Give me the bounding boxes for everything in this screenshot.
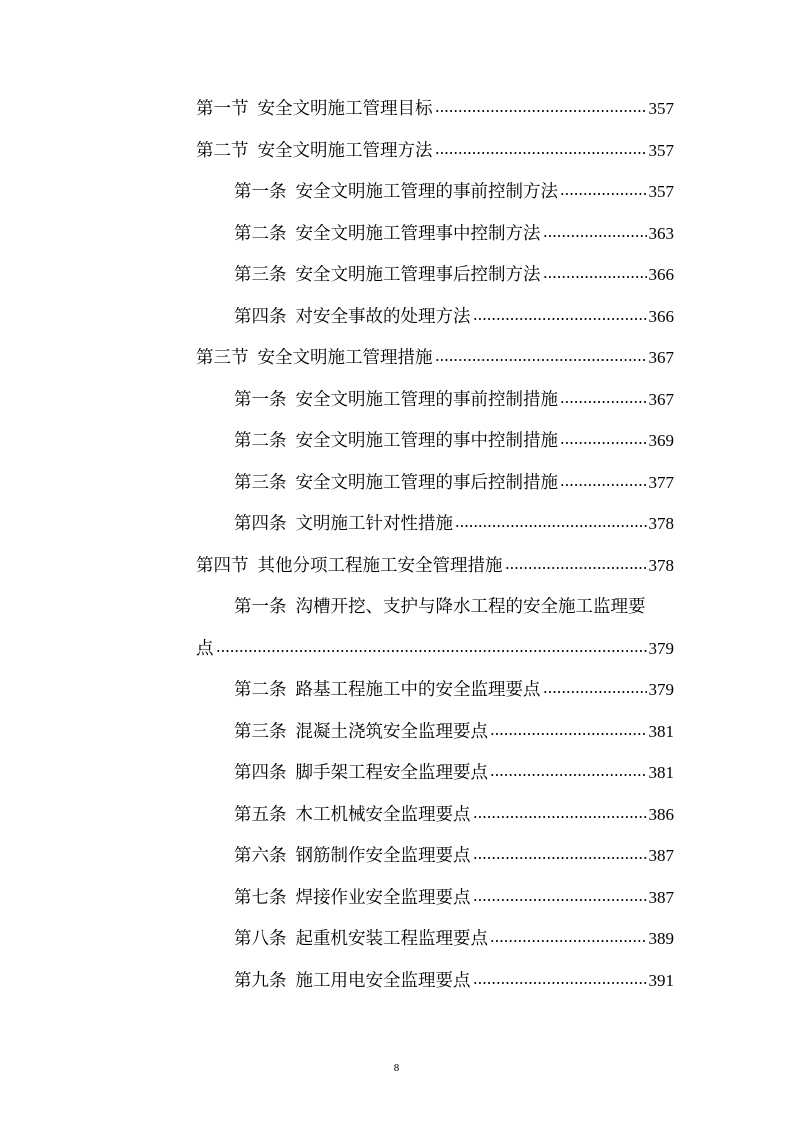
toc-entry[interactable] — [234, 842, 674, 870]
toc-entry-title: 安全文明施工管理措施 — [257, 348, 433, 368]
toc-entry-page: 387 — [648, 888, 674, 907]
toc-entry[interactable] — [196, 552, 674, 580]
toc-entry[interactable] — [234, 469, 674, 497]
toc-entry[interactable] — [234, 220, 674, 248]
toc-entry[interactable] — [234, 303, 674, 331]
toc-entry-page: 389 — [648, 929, 674, 948]
toc-entry-page: 379 — [648, 639, 674, 658]
toc-entry-number: 第六条 — [234, 846, 287, 866]
toc-entry-number: 第三条 — [234, 473, 287, 493]
dot-leader — [560, 481, 647, 489]
toc-entry-title: 其他分项工程施工安全管理措施 — [257, 556, 503, 576]
toc-entry[interactable] — [234, 261, 674, 289]
toc-entry-title: 施工用电安全监理要点 — [295, 971, 471, 991]
toc-entry-title: 安全文明施工管理方法 — [257, 141, 433, 161]
toc-entry-page: 367 — [648, 348, 674, 367]
toc-entry-number: 第一条 — [234, 182, 287, 202]
toc-entry-number: 第八条 — [234, 929, 287, 949]
toc-entry-title: 路基工程施工中的安全监理要点 — [295, 680, 541, 700]
toc-entry-number: 第九条 — [234, 971, 287, 991]
toc-entry[interactable] — [234, 676, 674, 704]
footer-page-number: 8 — [393, 1062, 400, 1074]
toc-entry-page: 363 — [648, 224, 674, 243]
toc-entry-page: 379 — [648, 680, 674, 699]
toc-entry[interactable] — [234, 510, 674, 538]
dot-leader — [473, 813, 647, 821]
toc-entry-number: 第四条 — [234, 763, 287, 783]
toc-entry[interactable] — [234, 801, 674, 829]
toc-entry-number: 第二节 — [196, 141, 249, 161]
toc-entry[interactable] — [234, 759, 674, 787]
toc-entry-page: 367 — [648, 390, 674, 409]
toc-entry-title: 安全文明施工管理事中控制方法 — [295, 224, 541, 244]
toc-entry-title-continuation: 点 — [196, 639, 214, 659]
dot-leader — [490, 937, 647, 945]
dot-leader — [560, 439, 647, 447]
toc-entry-title: 沟槽开挖、支护与降水工程的安全施工监理要 — [295, 597, 646, 617]
toc-entry[interactable] — [234, 718, 674, 746]
toc-entry-number: 第四条 — [234, 514, 287, 534]
toc-entry-title: 起重机安装工程监理要点 — [295, 929, 488, 949]
toc-entry-number: 第二条 — [234, 680, 287, 700]
dot-leader — [560, 190, 647, 198]
toc-entry-title: 安全文明施工管理的事前控制方法 — [295, 182, 558, 202]
toc-entry[interactable] — [234, 967, 674, 995]
dot-leader — [473, 854, 647, 862]
dot-leader — [543, 273, 647, 281]
toc-entry-page: 378 — [648, 556, 674, 575]
dot-leader — [455, 522, 647, 530]
toc-entry-number: 第三条 — [234, 265, 287, 285]
toc-entry-number: 第三条 — [234, 722, 287, 742]
toc-entry-title: 脚手架工程安全监理要点 — [295, 763, 488, 783]
toc-entry[interactable] — [234, 884, 674, 912]
toc-entry-number: 第一节 — [196, 99, 249, 119]
toc-entry-title: 混凝土浇筑安全监理要点 — [295, 722, 488, 742]
toc-entry-title: 安全文明施工管理事后控制方法 — [295, 265, 541, 285]
toc-entry-page: 381 — [648, 722, 674, 741]
toc-entry-page: 357 — [648, 141, 674, 160]
toc-entry-wrapped-first-line[interactable] — [234, 593, 674, 621]
toc-entry-page: 357 — [648, 99, 674, 118]
toc-entry-title: 钢筋制作安全监理要点 — [295, 846, 471, 866]
toc-entry[interactable] — [234, 178, 674, 206]
dot-leader — [490, 730, 647, 738]
toc-entry-title: 木工机械安全监理要点 — [295, 805, 471, 825]
toc-entry[interactable] — [196, 344, 674, 372]
toc-entry-page: 386 — [648, 805, 674, 824]
toc-entry-page: 387 — [648, 846, 674, 865]
toc-entry-title: 对安全事故的处理方法 — [295, 307, 471, 327]
dot-leader — [473, 896, 647, 904]
dot-leader — [560, 398, 647, 406]
toc-entry-page: 366 — [648, 307, 674, 326]
toc-entry[interactable] — [234, 386, 674, 414]
toc-entry[interactable] — [234, 925, 674, 953]
toc-entry-page: 369 — [648, 431, 674, 450]
toc-entry-page: 378 — [648, 514, 674, 533]
toc-entry-number: 第一条 — [234, 390, 287, 410]
dot-leader — [435, 356, 647, 364]
toc-entry-page: 357 — [648, 182, 674, 201]
toc-entry-title: 安全文明施工管理的事前控制措施 — [295, 390, 558, 410]
dot-leader — [435, 107, 647, 115]
dot-leader — [543, 688, 647, 696]
toc-entry[interactable] — [234, 427, 674, 455]
toc-entry-title: 安全文明施工管理目标 — [257, 99, 433, 119]
toc-entry[interactable] — [196, 137, 674, 165]
toc-entry-number: 第二条 — [234, 224, 287, 244]
toc-entry-number: 第五条 — [234, 805, 287, 825]
toc-entry-wrapped-continuation[interactable] — [196, 635, 674, 663]
toc-entry-title: 安全文明施工管理的事中控制措施 — [295, 431, 558, 451]
toc-entry-number: 第一条 — [234, 597, 287, 617]
toc-entry-number: 第四节 — [196, 556, 249, 576]
toc-entry-number: 第三节 — [196, 348, 249, 368]
toc-entry[interactable] — [196, 95, 674, 123]
toc-entry-page: 391 — [648, 971, 674, 990]
toc-entry-title: 焊接作业安全监理要点 — [295, 888, 471, 908]
dot-leader — [216, 647, 647, 655]
dot-leader — [473, 315, 647, 323]
toc-entry-number: 第二条 — [234, 431, 287, 451]
toc-entry-page: 381 — [648, 763, 674, 782]
toc-entry-title: 安全文明施工管理的事后控制措施 — [295, 473, 558, 493]
dot-leader — [435, 149, 647, 157]
toc-entry-page: 377 — [648, 473, 674, 492]
dot-leader — [543, 232, 647, 240]
dot-leader — [490, 771, 647, 779]
toc-entry-page: 366 — [648, 265, 674, 284]
dot-leader — [473, 979, 647, 987]
toc-entry-title: 文明施工针对性措施 — [295, 514, 453, 534]
toc-entry-number: 第七条 — [234, 888, 287, 908]
dot-leader — [505, 564, 647, 572]
toc-entry-number: 第四条 — [234, 307, 287, 327]
